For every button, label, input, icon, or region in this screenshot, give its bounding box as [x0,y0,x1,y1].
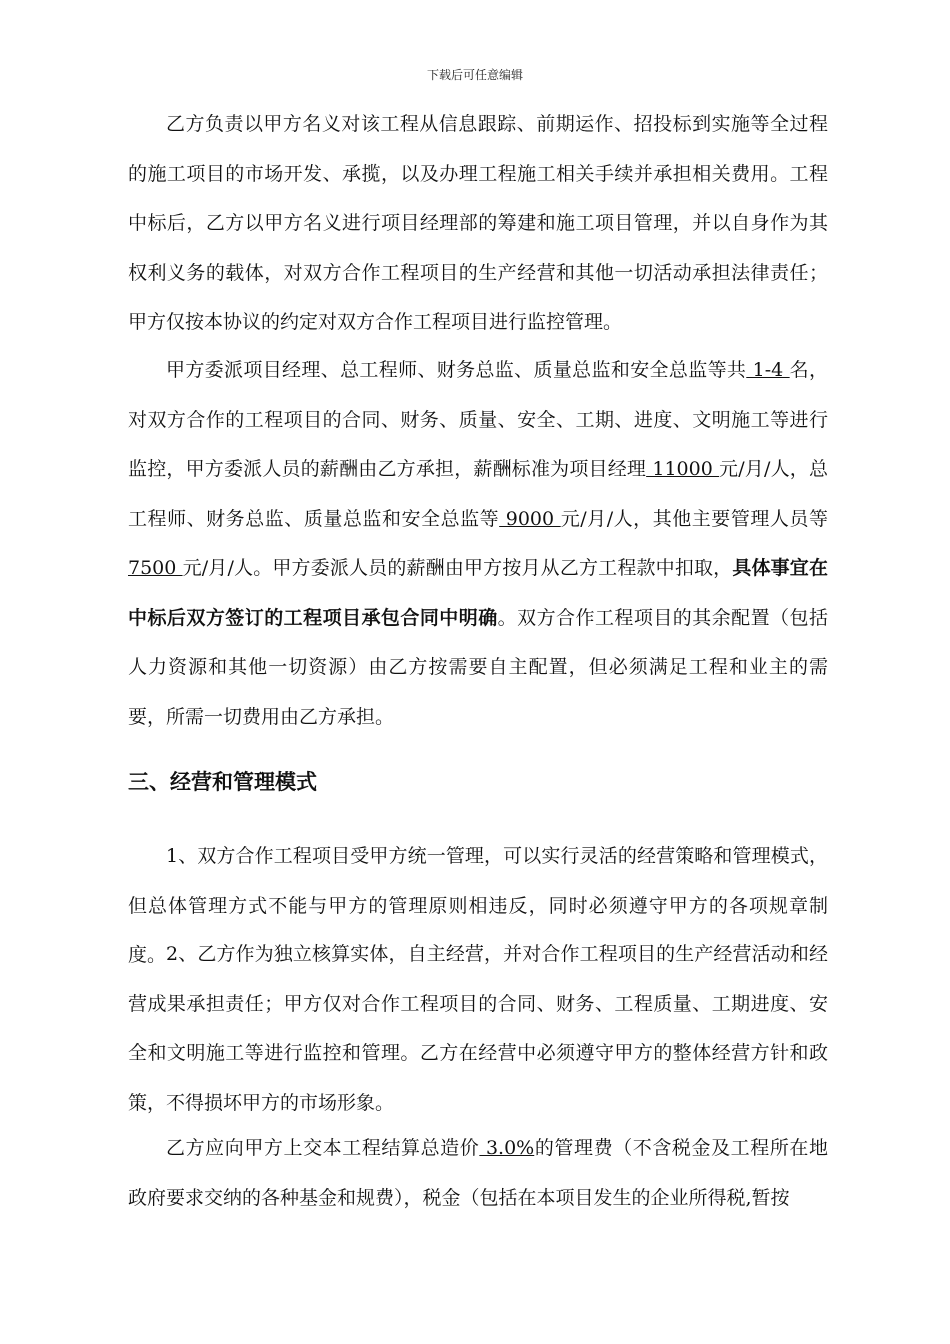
text: 元/月/人，总工程师、财务总监、质量总监和安全总监等 [128,458,828,530]
personnel-count: 1-4 [746,359,790,381]
paragraph-management-fee [128,1124,828,1223]
text: 乙方应向甲方上交本工程结算总造价 [166,1137,480,1159]
text: 。双方合作工程项目的其余配置（包括人力资源和其他一切资源）由乙方按需要自主配置，但必须满足工程和业主的需要，所需一切费用由乙方承担。 [128,606,828,728]
pm-salary: 11000 [646,458,720,480]
text: 元/月/人，其他主要管理人员等 [560,507,828,530]
fee-rate: 3.0% [479,1137,535,1159]
section-heading: 三、经营和管理模式 [128,770,317,794]
page-header: 下载后可任意编辑 [426,68,523,82]
director-salary: 9000 [499,507,561,530]
paragraph-item-1: 1、双方合作工程项目受甲方统一管理，可以实行灵活的经营策略和管理模式，但总体管理方式不能与甲方的管理原则相违反，同时必须遵守甲方的各项规章制度。 [128,845,828,966]
text: 名，对双方合作的工程项目的合同、财务、质量、安全、工期、进度、文明施工等进行监控，甲方委派人员的薪酬由乙方承担，薪酬标准为项目经理 [128,359,828,480]
bold-clause: 具体事宜在中标后双方签订的工程项目承包合同中明确 [128,557,828,629]
other-salary: 7500 [128,557,183,579]
text: 元/月/人。甲方委派人员的薪酬由甲方按月从乙方工程款中扣取， [182,557,733,579]
text: 甲方委派项目经理、总工程师、财务总监、质量总监和安全总监等共 [166,359,747,381]
paragraph-item-2: 2、乙方作为独立核算实体，自主经营，并对合作工程项目的生产经营活动和经营成果承担责任；甲方仅对合作工程项目的合同、财务、工程质量、工期进度、安全和文明施工等进行监控和管理。乙方在经营中必须遵守甲方的整体经营方针和政策，不得损坏甲方的市场形象。 [128,943,828,1114]
paragraph-personnel [128,346,828,742]
text: 的管理费（不含税金及工程所在地政府要求交纳的各种基金和规费），税金（包括在本项目发生的企业所得税,暂按 [128,1137,828,1209]
paragraph-responsibility: 乙方负责以甲方名义对该工程从信息跟踪、前期运作、招投标到实施等全过程的施工项目的市场开发、承揽，以及办理工程施工相关手续并承担相关费用。工程中标后，乙方以甲方名义进行项目经理部的筹建和施工项目管理，并以自身作为其权利义务的载体，对双方合作工程项目的生产经营和其他一切活动承担法律责任；甲方仅按本协议的约定对双方合作工程项目进行监控管理。 [128,113,828,333]
